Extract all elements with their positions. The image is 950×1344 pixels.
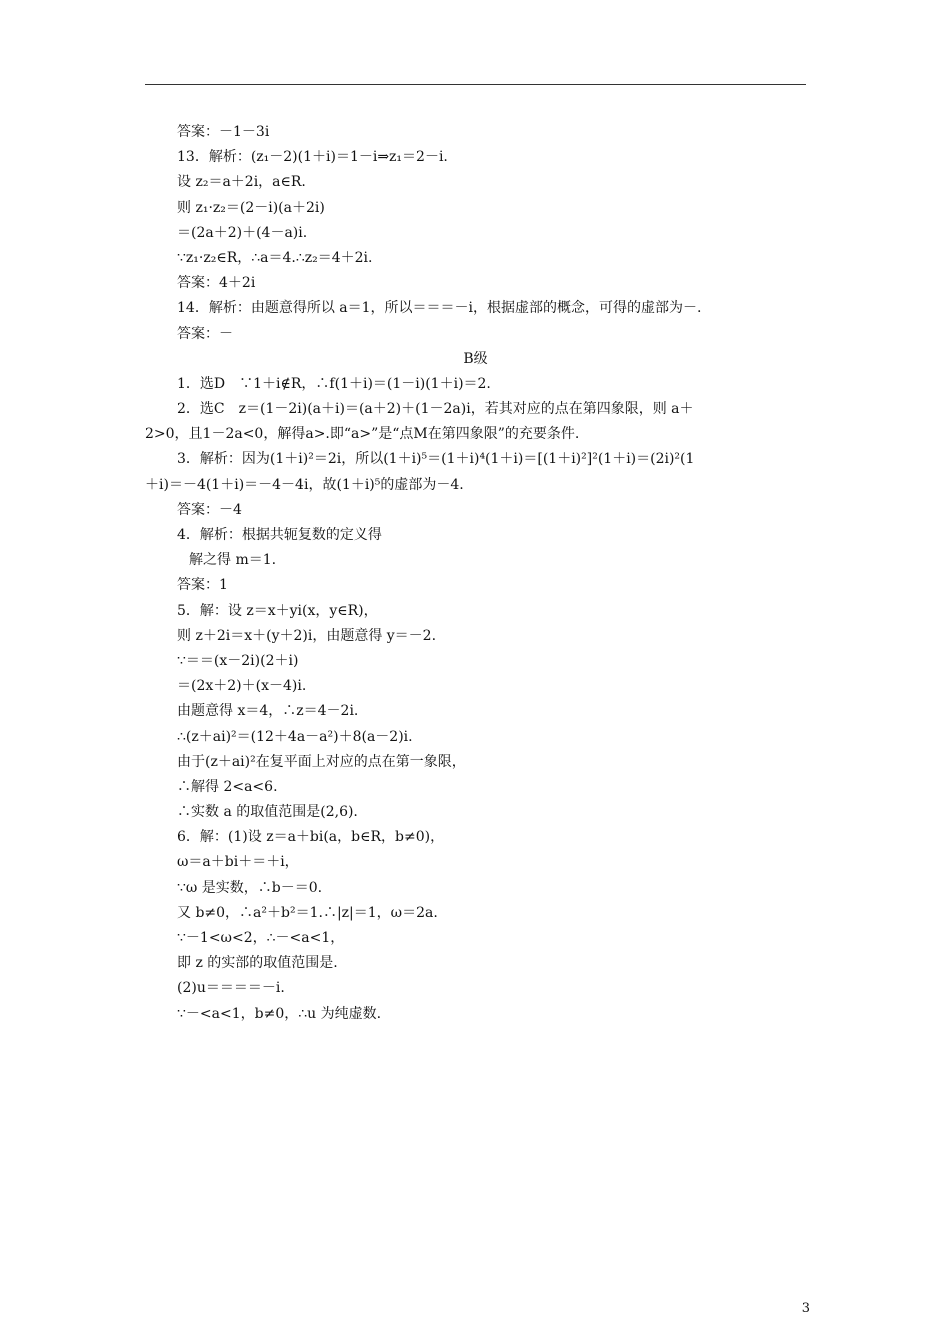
text-line: ∵＝＝(x－2i)(2＋i) [177, 652, 299, 669]
text-line: 答案：－1－3i [177, 124, 270, 140]
text-line: ∴(z＋ai)²＝(12＋4a－a²)＋8(a－2)i. [177, 728, 413, 745]
text-line: ω＝a＋bi＋＝＋i， [177, 854, 299, 871]
text-line: (2)u＝＝＝＝－i. [177, 980, 285, 997]
text-line: 答案：－ [177, 325, 233, 342]
text-line: 6．解：(1)设 z＝a＋bi(a，b∈R，b≠0)， [177, 829, 445, 846]
text-line: ∵z₁·z₂∈R，∴a＝4.∴z₂＝4＋2i. [177, 249, 373, 266]
text-line: 由于(z＋ai)²在复平面上对应的点在第一象限， [177, 753, 466, 770]
text-line: ∵ω 是实数，∴b－＝0. [177, 879, 323, 896]
text-line: 1．选D ∵1＋i∉R，∴f(1＋i)＝(1－i)(1＋i)＝2. [177, 375, 491, 392]
page-number: 3 [801, 1301, 810, 1316]
document-body [145, 120, 806, 1027]
text-line: 3．解析：因为(1＋i)²＝2i，所以(1＋i)⁵＝(1＋i)⁴(1＋i)＝[(1＋i)²]²(1＋i)＝(2i)²(1 [177, 451, 695, 468]
text-line: 2>0，且1－2a<0，解得a>.即“a>”是“点M在第四象限”的充要条件. [145, 426, 580, 443]
text-line: 解之得 m＝1. [189, 552, 277, 569]
text-line: ∴解得 2<a<6. [177, 778, 278, 795]
text-line: ∵－1<ω<2，∴－<a<1， [177, 930, 345, 946]
text-line: ＝(2x＋2)＋(x－4)i. [177, 678, 307, 695]
text-line: 4．解析：根据共轭复数的定义得 [177, 527, 382, 543]
header-rule [145, 84, 806, 85]
text-line: 设 z₂＝a＋2i，a∈R. [177, 174, 306, 191]
text-line: 答案：4＋2i [177, 275, 256, 292]
text-line: 5．解：设 z＝x＋yi(x，y∈R)， [177, 602, 378, 619]
text-line: 2．选C z＝(1－2i)(a＋i)＝(a＋2)＋(1－2a)i，若其对应的点在第四象限，则 a＋ [177, 401, 694, 418]
text-line: ＝(2a＋2)＋(4－a)i. [177, 224, 308, 241]
text-line: B级 [463, 350, 488, 367]
text-line: 又 b≠0，∴a²＋b²＝1.∴|z|＝1，ω＝2a. [177, 904, 438, 921]
text-line: 答案：1 [177, 577, 228, 594]
text-line: ∴实数 a 的取值范围是(2,6). [177, 804, 358, 821]
text-line: 13．解析：(z₁－2)(1＋i)＝1－i⇒z₁＝2－i. [177, 149, 448, 166]
text-line: 答案：－4 [177, 501, 242, 518]
text-line: 则 z₁·z₂＝(2－i)(a＋2i) [177, 199, 325, 216]
text-line: 则 z＋2i＝x＋(y＋2)i，由题意得 y＝－2. [177, 627, 437, 644]
text-line: 14．解析：由题意得所以 a＝1，所以＝＝＝－i，根据虚部的概念，可得的虚部为－. [177, 300, 702, 317]
text-line: 由题意得 x＝4，∴z＝4－2i. [177, 703, 359, 720]
text-line: ∵－<a<1，b≠0，∴u 为纯虚数. [177, 1005, 382, 1022]
text-line: 即 z 的实部的取值范围是. [177, 955, 338, 972]
text-line: ＋i)＝－4(1＋i)＝－4－4i，故(1＋i)⁵的虚部为－4. [145, 476, 464, 493]
